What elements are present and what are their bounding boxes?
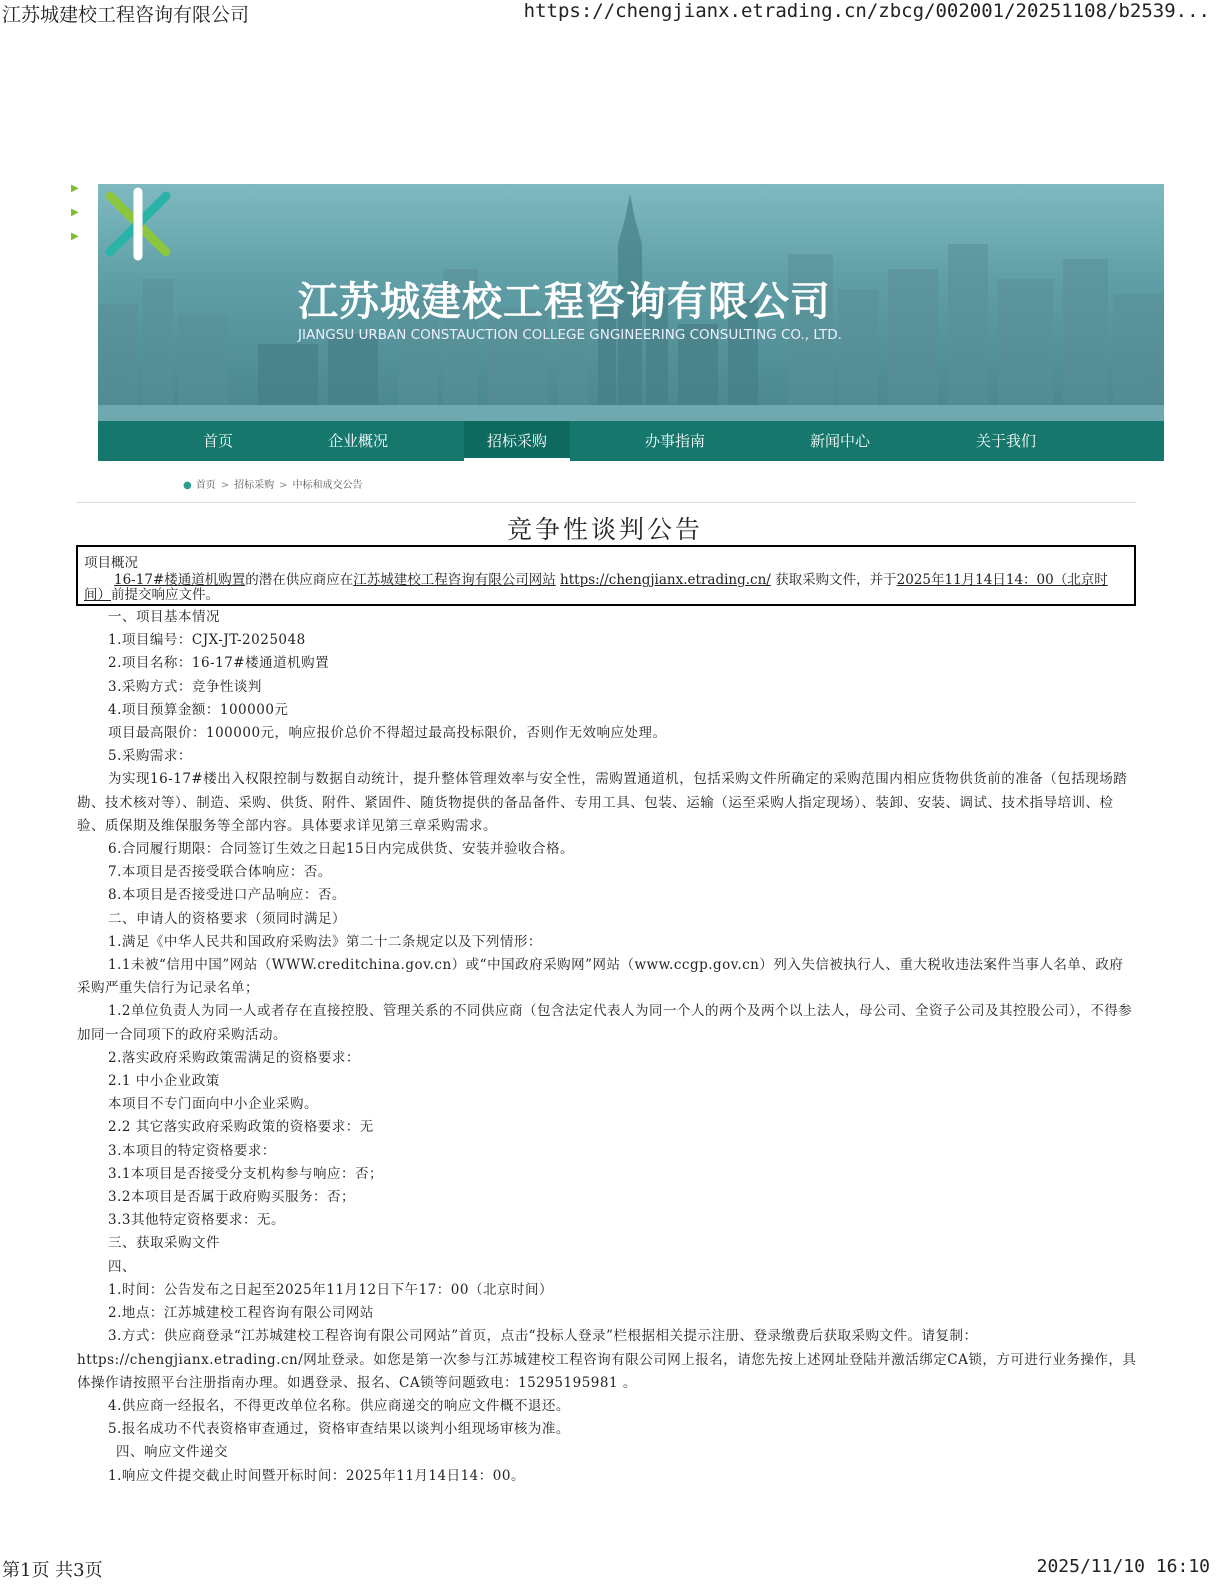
article-body <box>77 606 1137 1488</box>
print-footer-datetime: 2025/11/10 16:10 <box>1036 1556 1210 1577</box>
paragraph: 3.2本项目是否属于政府购买服务：否； <box>108 1189 355 1206</box>
paragraph: 3.采购方式：竞争性谈判 <box>108 678 262 695</box>
paragraph: 3.本项目的特定资格要求： <box>108 1142 276 1159</box>
divider <box>76 502 1136 503</box>
site-banner <box>98 184 1164 405</box>
paragraph: 1.项目编号：CJX-JT-2025048 <box>108 632 306 649</box>
paragraph: 1.1未被“信用中国”网站（WWW.creditchina.gov.cn）或“中国政府采购网”网站（www.ccgp.gov.cn）列入失信被执行人、重大税收违法案件当事人名单、政府采购严重失信行为记录名单； <box>77 957 1124 997</box>
paragraph: 1.时间：公告发布之日起至2025年11月12日下午17：00（北京时间） <box>108 1281 553 1298</box>
nav-item-news[interactable]: 新闻中心 <box>809 432 870 450</box>
paragraph: 2.项目名称：16-17#楼通道机购置 <box>108 655 330 672</box>
company-name-cn: 江苏城建校工程咨询有限公司 <box>298 279 831 325</box>
paragraph: 4.供应商一经报名，不得更改单位名称。供应商递交的响应文件概不退还。 <box>108 1397 570 1414</box>
paragraph: 三、获取采购文件 <box>108 1235 220 1252</box>
paragraph: 为实现16-17#楼出入权限控制与数据自动统计，提升整体管理效率与安全性，需购置通道机，包括采购文件所确定的采购范围内相应货物供货前的准备（包括现场踏勘、技术核对等）、制造、采购、供货、附件、紧固件、随货物提供的备品备件、专用工具、包装、运输（运至采购人指定现场）、装卸、安装、调试、技术指导培训、检验、质保期及维保服务等全部内容。具体要求详见第三章采购需求。 <box>77 771 1128 834</box>
paragraph: 6.合同履行期限：合同签订生效之日起15日内完成供货、安装并验收合格。 <box>108 841 575 858</box>
paragraph: 8.本项目是否接受进口产品响应：否。 <box>108 887 346 904</box>
overview-text <box>84 573 1126 603</box>
print-footer-page: 第1页 共3页 <box>2 1560 103 1581</box>
paragraph: 1.2单位负责人为同一人或者存在直接控股、管理关系的不同供应商（包含法定代表人为同一个人的两个及两个以上法人，母公司、全资子公司及其控股公司），不得参加同一合同项下的政府采购活动。 <box>77 1003 1133 1043</box>
paragraph: 5.采购需求： <box>108 748 192 765</box>
print-header-url: https://chengjianx.etrading.cn/zbcg/002001/20251108/b2539... <box>523 0 1210 22</box>
breadcrumb-sep: > <box>220 480 230 491</box>
paragraph: 四、响应文件递交 <box>116 1444 228 1461</box>
print-header-title: 江苏城建校工程咨询有限公司 <box>2 4 250 26</box>
nav-item-about-us[interactable]: 关于我们 <box>975 432 1036 450</box>
paragraph: 3.3其他特定资格要求：无。 <box>108 1212 285 1229</box>
overview-heading: 项目概况 <box>84 555 138 571</box>
paragraph: 5.报名成功不代表资格审查通过，资格审查结果以谈判小组现场审核为准。 <box>108 1421 570 1438</box>
paragraph: 2.地点：江苏城建校工程咨询有限公司网站 <box>108 1305 374 1322</box>
overview-site-url[interactable]: https://chengjianx.etrading.cn/ <box>560 572 771 588</box>
arrow-icon: ▶ <box>71 207 79 218</box>
paragraph: 1.满足《中华人民共和国政府采购法》第二十二条规定以及下列情形： <box>108 933 542 950</box>
banner-strip <box>98 405 1164 421</box>
location-pin-icon: ● <box>183 480 192 491</box>
paragraph: 7.本项目是否接受联合体响应：否。 <box>108 864 332 881</box>
company-logo-icon <box>98 184 178 264</box>
overview-project: 16-17#楼通道机购置 <box>114 572 246 588</box>
breadcrumb-level1[interactable]: 招标采购 <box>234 480 275 491</box>
bullet-arrows <box>71 183 79 255</box>
nav-item-guide[interactable]: 办事指南 <box>644 432 705 450</box>
paragraph: 一、项目基本情况 <box>108 609 220 625</box>
overview-text2: 获取采购文件，并于 <box>775 572 897 588</box>
overview-text1: 的潜在供应商应在 <box>245 572 354 588</box>
nav-item-about-company[interactable]: 企业概况 <box>327 432 388 450</box>
overview-deadline: 2025年11月14日14：00（北京时间） <box>84 572 1108 603</box>
nav-item-procurement[interactable]: 招标采购 <box>464 421 570 461</box>
paragraph: 四、 <box>108 1258 136 1275</box>
paragraph: 项目最高限价：100000元，响应报价总价不得超过最高投标限价，否则作无效响应处理。 <box>108 725 667 742</box>
paragraph: 3.1本项目是否接受分支机构参与响应：否； <box>108 1165 383 1182</box>
paragraph: 2.2 其它落实政府采购政策的资格要求：无 <box>108 1119 374 1136</box>
overview-text3: 前提交响应文件。 <box>111 587 219 603</box>
project-overview-box <box>76 545 1136 606</box>
overview-site: 江苏城建校工程咨询有限公司网站 <box>353 572 556 588</box>
paragraph: 4.项目预算金额：100000元 <box>108 701 289 718</box>
breadcrumb-sep: > <box>279 480 288 491</box>
nav-item-home[interactable]: 首页 <box>202 432 233 450</box>
paragraph: 2.落实政府采购政策需满足的资格要求： <box>108 1049 360 1066</box>
page-title: 竞争性谈判公告 <box>506 515 703 544</box>
breadcrumb-home[interactable]: 首页 <box>195 480 216 491</box>
paragraph: 二、申请人的资格要求（须同时满足） <box>108 910 346 927</box>
paragraph: 本项目不专门面向中小企业采购。 <box>108 1096 318 1113</box>
arrow-icon: ▶ <box>71 183 79 194</box>
paragraph: 2.1 中小企业政策 <box>108 1073 220 1090</box>
paragraph: 3.方式：供应商登录“江苏城建校工程咨询有限公司网站”首页，点击“投标人登录”栏根据相关提示注册、登录缴费后获取采购文件。请复制：https://chengjianx.etrading.cn/网址登录。如您是第一次参与江苏城建校工程咨询有限公司网上报名，请您先按上述网址登陆并激活绑定CA锁，方可进行业务操作，具体操作请按照平台注册指南办理。如遇登录、报名、CA锁等问题致电：15295195981 。 <box>77 1328 1137 1391</box>
arrow-icon: ▶ <box>71 231 79 242</box>
company-name-en: JIANGSU URBAN CONSTAUCTION COLLEGE GNGINEERING CONSULTING CO., LTD. <box>298 327 842 343</box>
paragraph: 1.响应文件提交截止时间暨开标时间：2025年11月14日14：00。 <box>108 1467 525 1484</box>
breadcrumb-level2[interactable]: 中标和成交公告 <box>292 480 363 491</box>
breadcrumb <box>183 476 363 491</box>
main-nav <box>98 421 1164 461</box>
